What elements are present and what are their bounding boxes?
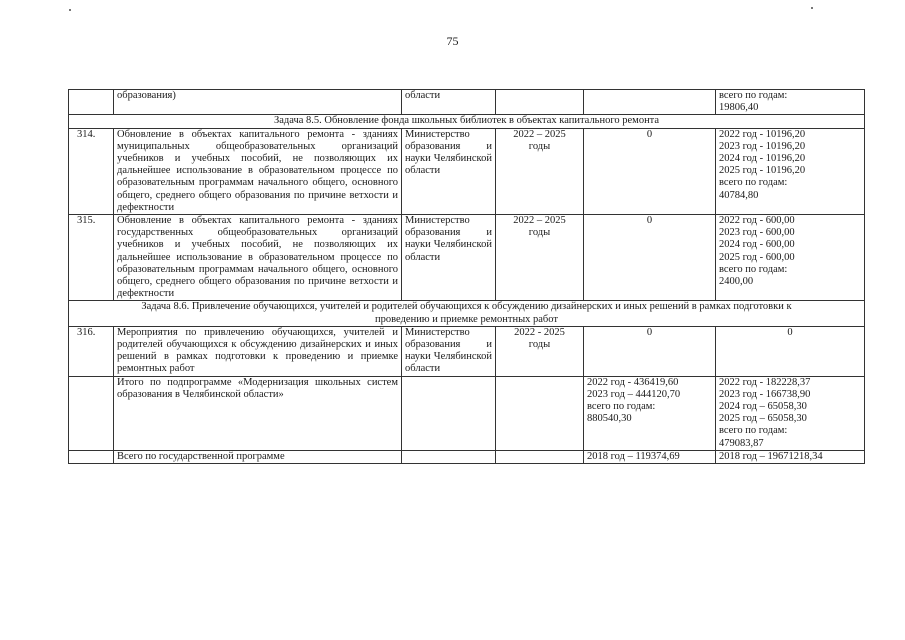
cell-executor: Министерство образования и науки Челябинской области — [402, 128, 496, 214]
cell-name: образования) — [114, 90, 402, 115]
cell-amount1: 2022 год - 436419,60 2023 год – 444120,70 всего по годам: 880540,30 — [584, 376, 716, 450]
cell-num — [69, 450, 114, 463]
cell-period — [496, 376, 584, 450]
cell-name: Всего по государственной программе — [114, 450, 402, 463]
cell-executor — [402, 376, 496, 450]
table-row — [69, 326, 865, 376]
cell-period — [496, 450, 584, 463]
page-number: 75 — [446, 34, 459, 48]
cell-amount2: 2018 год – 19671218,34 — [716, 450, 865, 463]
task-row — [69, 115, 865, 128]
program-table — [68, 89, 865, 464]
cell-num: 316. — [69, 326, 114, 376]
total-row — [69, 450, 865, 463]
cell-name: Мероприятия по привлечению обучающихся, учителей и родителей обучающихся к обсуждению дизайнерских и иных решений в рамках подготовки к проведению и приемке ремонтных работ — [114, 326, 402, 376]
task-heading: Задача 8.5. Обновление фонда школьных библиотек в объектах капитального ремонта — [69, 115, 865, 128]
cell-period: 2022 - 2025 годы — [496, 326, 584, 376]
cell-amount1 — [584, 90, 716, 115]
table-row — [69, 215, 865, 301]
task-heading: Задача 8.6. Привлечение обучающихся, учителей и родителей обучающихся к обсуждению дизайнерских и иных решений в рамках подготовки к проведению и приемке ремонтных работ — [69, 301, 865, 326]
cell-amount2: 2022 год - 10196,20 2023 год - 10196,20 2024 год - 10196,20 2025 год - 10196,20 всего по годам: 40784,80 — [716, 128, 865, 214]
cell-amount1: 0 — [584, 128, 716, 214]
cell-num: 315. — [69, 215, 114, 301]
cell-name: Обновление в объектах капитального ремонта - зданиях муниципальных общеобразовательных организаций учебников и учебных пособий, не позволяющих их дальнейшее использование в образовательном процессе по образовательным программам начального общего, основного общего, среднего общего образования по причине ветхости и дефектности — [114, 128, 402, 214]
cell-amount1: 2018 год – 119374,69 — [584, 450, 716, 463]
table-row — [69, 128, 865, 214]
cell-period: 2022 – 2025 годы — [496, 215, 584, 301]
cell-executor: области — [402, 90, 496, 115]
cell-amount2: 2022 год - 182228,37 2023 год - 166738,90 2024 год – 65058,30 2025 год – 65058,30 всего по годам: 479083,87 — [716, 376, 865, 450]
cell-amount2: всего по годам: 19806,40 — [716, 90, 865, 115]
cell-amount2: 2022 год - 600,00 2023 год - 600,00 2024 год - 600,00 2025 год - 600,00 всего по годам: 2400,00 — [716, 215, 865, 301]
scan-mark — [811, 7, 813, 9]
task-row — [69, 301, 865, 326]
cell-num — [69, 376, 114, 450]
cell-period — [496, 90, 584, 115]
cell-amount2: 0 — [716, 326, 865, 376]
cell-executor — [402, 450, 496, 463]
cell-amount1: 0 — [584, 215, 716, 301]
cell-name: Обновление в объектах капитального ремонта - зданиях государственных общеобразовательных организаций учебников и учебных пособий, не позволяющих их дальнейшее использование в образовательном процессе по образовательным программам начального общего, основного общего, среднего общего образования по причине ветхости и дефектности — [114, 215, 402, 301]
cell-num: 314. — [69, 128, 114, 214]
cell-num — [69, 90, 114, 115]
scan-mark — [69, 9, 71, 11]
cell-amount1: 0 — [584, 326, 716, 376]
cell-executor: Министерство образования и науки Челябинской области — [402, 215, 496, 301]
cell-name: Итого по подпрограмме «Модернизация школьных систем образования в Челябинской области» — [114, 376, 402, 450]
subtotal-row — [69, 376, 865, 450]
cell-executor: Министерство образования и науки Челябинской области — [402, 326, 496, 376]
table-row — [69, 90, 865, 115]
cell-period: 2022 – 2025 годы — [496, 128, 584, 214]
